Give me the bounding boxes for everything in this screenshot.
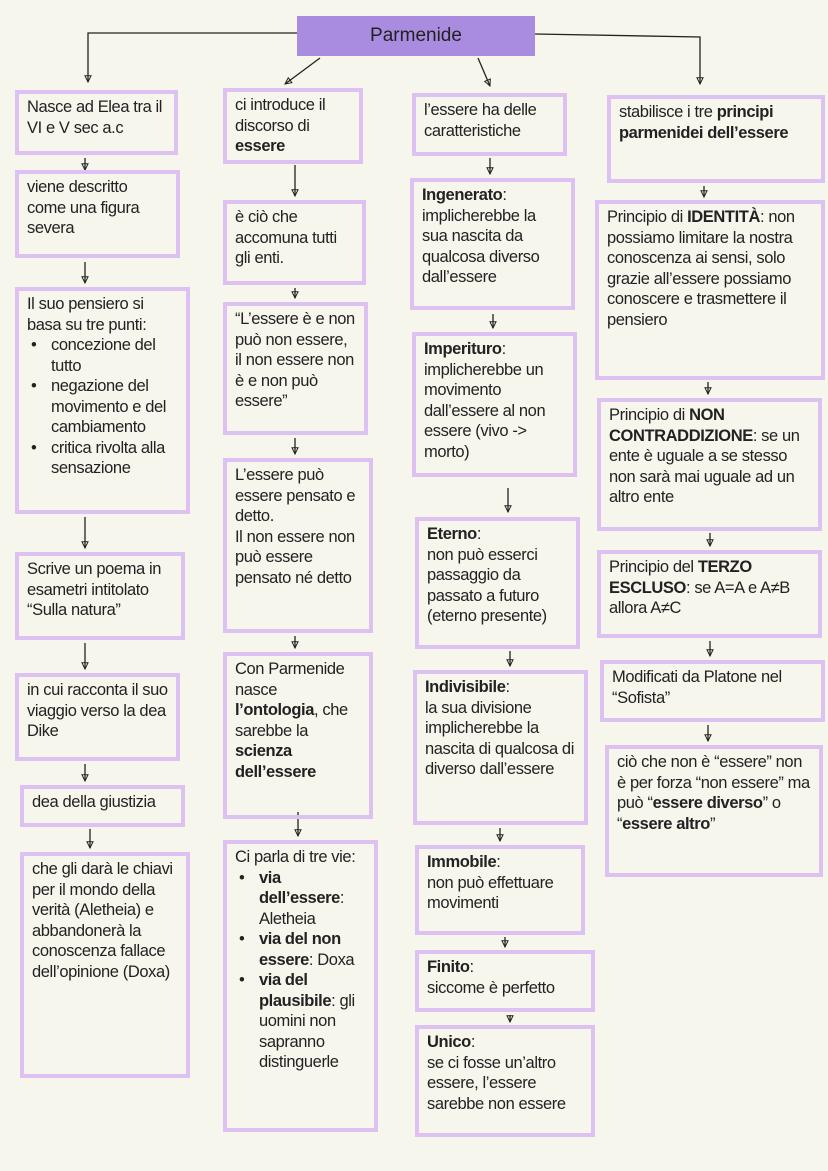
concept-box-unico	[415, 1025, 595, 1137]
bold-text: principi parmenidei dell’essere	[619, 103, 789, 142]
paragraph	[609, 557, 810, 619]
concept-box-poema	[15, 552, 185, 640]
text: : non possiamo limitare la nostra conoscenza ai sensi, solo grazie all’essere possiamo conoscere e trasmettere il pensiero	[607, 208, 795, 329]
paragraph	[427, 524, 568, 545]
paragraph	[27, 559, 173, 621]
concept-box-discorso	[223, 88, 363, 164]
text: : Doxa	[308, 950, 355, 969]
text: Con Parmenide nasce	[235, 660, 345, 699]
concept-box-giustizia	[20, 785, 185, 827]
bold-text: Indivisibile	[425, 678, 506, 696]
concept-box-identita	[595, 200, 825, 380]
text: Ci parla di tre vie:	[235, 848, 356, 866]
concept-box-pensiero	[15, 287, 190, 514]
text: Principio di	[607, 208, 688, 226]
text: Il non essere non può essere pensato né detto	[235, 527, 355, 587]
concept-box-immobile	[415, 845, 585, 935]
concept-box-descritto	[15, 170, 180, 258]
text: :	[502, 186, 507, 204]
concept-box-chiavi	[20, 852, 190, 1078]
concept-box-nasce	[15, 90, 178, 155]
paragraph	[235, 847, 366, 868]
concept-box-eterno	[415, 517, 580, 649]
bold-text: via dell’essere	[259, 868, 340, 907]
text: dea della giustizia	[32, 793, 156, 811]
bold-text: Finito	[427, 958, 470, 976]
list-item	[51, 335, 178, 376]
paragraph	[607, 207, 813, 330]
bold-text: Immobile	[427, 853, 497, 871]
text: , che sarebbe la	[235, 701, 348, 740]
paragraph	[425, 677, 576, 698]
text: siccome è perfetto	[427, 978, 555, 997]
text: ciò che non è “essere” non è per forza “non essere” ma può “	[617, 753, 810, 812]
paragraph	[27, 97, 166, 138]
paragraph	[424, 100, 555, 141]
concept-box-indivisibile	[413, 670, 588, 825]
paragraph	[427, 1053, 583, 1115]
paragraph	[27, 177, 168, 239]
text: ”	[709, 814, 716, 833]
paragraph	[235, 465, 361, 527]
paragraph	[427, 545, 568, 627]
paragraph	[235, 527, 361, 589]
text: Principio del	[609, 558, 698, 576]
arrow	[535, 34, 700, 84]
concept-box-platone	[600, 660, 825, 722]
bold-text: Unico	[427, 1033, 471, 1051]
paragraph	[32, 859, 178, 982]
bold-text: Eterno	[427, 525, 477, 543]
paragraph	[27, 294, 178, 335]
text: negazione del movimento e del cambiamento	[51, 377, 167, 436]
text: L’essere può essere pensato e detto.	[235, 466, 356, 525]
concept-box-principi	[607, 95, 825, 183]
paragraph	[427, 957, 583, 978]
bold-text: Ingenerato	[422, 186, 503, 204]
text: in cui racconta il suo viaggio verso la dea Dike	[27, 681, 168, 740]
concept-box-essere-diverso	[605, 745, 823, 877]
text: :	[470, 1033, 476, 1051]
paragraph	[617, 752, 811, 834]
title-text: Parmenide	[370, 25, 462, 46]
paragraph	[424, 339, 565, 360]
paragraph	[609, 405, 810, 508]
text: la sua divisione implicherebbe la nascita di qualcosa di diverso dall’essere	[425, 698, 574, 778]
paragraph	[235, 659, 361, 782]
concept-box-non-contraddizione	[597, 398, 822, 531]
text: :	[496, 853, 501, 871]
central-topic-parmenide	[297, 16, 535, 56]
arrowhead-icon	[485, 79, 491, 86]
list-item	[259, 929, 366, 970]
paragraph	[427, 1032, 583, 1053]
text: stabilisce i tre	[619, 103, 717, 121]
text: l’essere ha delle caratteristiche	[424, 101, 537, 140]
arrow	[478, 58, 490, 86]
paragraph	[427, 978, 583, 999]
paragraph	[235, 309, 356, 412]
arrow	[88, 33, 297, 82]
bold-text: essere	[235, 137, 285, 155]
text: : gli uomini non sapranno distinguerle	[259, 991, 355, 1071]
paragraph	[422, 185, 563, 206]
concept-box-terzo-escluso	[597, 550, 822, 638]
paragraph	[427, 852, 573, 873]
paragraph	[619, 102, 813, 143]
text: se ci fosse un’altro essere, l’essere sarebbe non essere	[427, 1053, 566, 1113]
concept-box-vie	[223, 840, 378, 1132]
text: Nasce ad Elea tra il VI e V sec a.c	[27, 98, 163, 137]
concept-box-citazione	[223, 302, 368, 435]
bullet-list	[27, 335, 178, 479]
text: Scrive un poema in esametri intitolato “Sulla natura”	[27, 560, 162, 619]
concept-box-viaggio	[15, 673, 180, 761]
paragraph	[424, 360, 565, 463]
paragraph	[32, 792, 173, 813]
paragraph	[235, 95, 351, 157]
list-item	[51, 376, 178, 438]
paragraph	[425, 698, 576, 780]
text: Il suo pensiero si basa su tre punti:	[27, 295, 147, 334]
bold-text: scienza dell’essere	[235, 742, 316, 781]
bold-text: l’ontologia	[235, 701, 315, 719]
list-item	[259, 868, 366, 930]
text: è ciò che accomuna tutti gli enti.	[235, 208, 337, 267]
text: :	[469, 958, 474, 976]
paragraph	[427, 873, 573, 914]
text: viene descritto come una figura severa	[27, 178, 140, 237]
concept-box-finito	[415, 950, 595, 1012]
text: “L’essere è e non può non essere, il non essere non è e non può essere”	[235, 310, 355, 410]
list-item	[51, 438, 178, 479]
paragraph	[422, 206, 563, 288]
concept-box-imperituro	[412, 332, 577, 477]
text: implicherebbe la sua nascita da qualcosa diverso dall’essere	[422, 206, 540, 286]
concept-box-pensato	[223, 458, 373, 633]
concept-box-caratteristiche	[412, 93, 567, 156]
paragraph	[27, 680, 168, 742]
bold-text: Imperituro	[424, 340, 502, 358]
text: non può esserci passaggio da passato a futuro (eterno presente)	[427, 545, 547, 625]
text: critica rivolta alla sensazione	[51, 438, 165, 477]
text: :	[501, 340, 506, 358]
text: :	[505, 678, 510, 696]
bold-text: essere altro	[622, 814, 710, 833]
text: :	[476, 525, 482, 543]
concept-box-ontologia	[223, 652, 373, 819]
bold-text: via del non essere	[259, 930, 341, 969]
bold-text: TERZO ESCLUSO	[609, 558, 752, 597]
text: implicherebbe un movimento dall’essere al non essere (vivo -> morto)	[424, 360, 546, 461]
text: Principio di	[609, 406, 690, 424]
bullet-list	[235, 868, 366, 1073]
bold-text: NON CONTRADDIZIONE	[609, 406, 753, 445]
concept-box-ingenerato	[410, 178, 575, 310]
text: Modificati da Platone nel “Sofista”	[612, 668, 782, 707]
bold-text: IDENTITÀ	[687, 208, 760, 226]
text: ” o “	[617, 794, 781, 833]
list-item	[259, 970, 366, 1073]
text: : Aletheia	[259, 889, 345, 928]
text: concezione del tutto	[51, 336, 156, 375]
text: : se un ente è uguale a se stesso non sarà mai uguale ad un altro ente	[609, 426, 800, 506]
paragraph	[612, 667, 813, 708]
text: che gli darà le chiavi per il mondo della verità (Aletheia) e abbandonerà la conoscenza fallace dell’opinione (Doxa)	[32, 860, 173, 981]
text: : se A=A e A≠B allora A≠C	[609, 578, 790, 617]
concept-box-accomuna	[223, 200, 366, 285]
text: ci introduce il discorso di	[235, 96, 326, 135]
bold-text: essere diverso	[652, 794, 763, 812]
paragraph	[235, 207, 354, 269]
bold-text: via del plausibile	[259, 971, 332, 1010]
text: non può effettuare movimenti	[427, 873, 554, 912]
